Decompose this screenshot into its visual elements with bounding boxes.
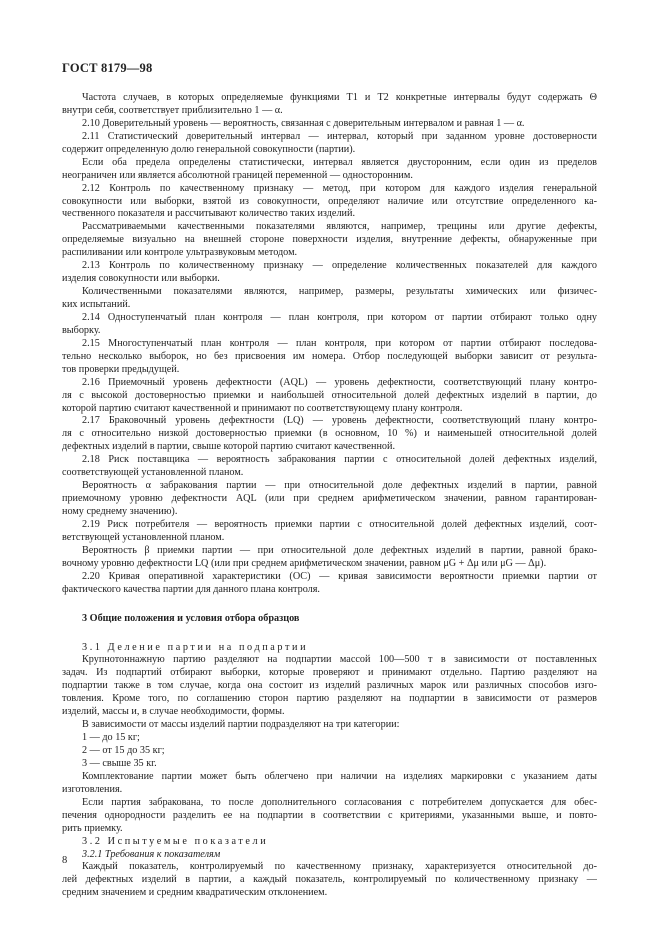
paragraph bbox=[62, 745, 597, 758]
text-line: ля с относительно низкой достоверностью приемки (в основном, 10 %) и наименьшей относительной долей bbox=[62, 428, 597, 440]
paragraph bbox=[62, 654, 597, 719]
text-line: 2.12 Контроль по качественному признаку — метод, при котором для каждого изделия генеральной bbox=[82, 182, 597, 194]
text-line: 2 — от 15 до 35 кг; bbox=[82, 745, 165, 756]
paragraph bbox=[62, 260, 597, 286]
text-line: 2.10 Доверительный уровень — вероятность, связанная с доверительным интервалом и равная 1 — α. bbox=[82, 117, 525, 129]
text-line: неограничен или является абсолютной границей переменной — односторонним. bbox=[62, 169, 413, 181]
text-line: 2.15 Многоступенчатый план контроля — план контроля, при котором от партии отбирают последова- bbox=[82, 337, 597, 349]
paragraph bbox=[62, 415, 597, 454]
text-line: рить приемку. bbox=[62, 822, 123, 834]
text-line: Если оба предела определены статистически, интервал является двусторонним, если один из пределов bbox=[82, 156, 597, 168]
text-line: 2.16 Приемочный уровень дефектности (AQL) — уровень дефектности, соответствующий плану контро- bbox=[82, 376, 597, 388]
text-line: которой партию считают качественной и принимают по соответствующему плану контроля. bbox=[62, 402, 463, 414]
paragraph bbox=[62, 92, 597, 118]
text-line: вочному уровню дефектности LQ (или при среднем арифметическом значении, равном μG + Δμ или μG — Δμ). bbox=[62, 557, 547, 569]
text-line: определяемые визуально на внешней стороне поверхности изделия, внутренние дефекты, обнаруженные при bbox=[62, 234, 597, 246]
paragraph bbox=[62, 454, 597, 480]
text-line: распиливании или контроле ультразвуковым методом. bbox=[62, 247, 298, 259]
text-line: 2.13 Контроль по количественному признаку — определение количественных показателей для каждого bbox=[82, 260, 597, 272]
text-line: совокупности или выборки, взятой из совокупности, определяют наличие или отсутствие определенного ка- bbox=[62, 195, 597, 207]
text-line: соответствующей установленной планом. bbox=[62, 467, 244, 479]
text-line: 2.20 Кривая оперативной характеристики (ОС) — кривая зависимости вероятности приемки партии от bbox=[82, 570, 597, 582]
text-line: тельно несколько выборок, но без присвоения им номера. Отбор последующей выборки зависит от результа- bbox=[62, 350, 597, 362]
document-header: ГОСТ 8179—98 bbox=[62, 61, 153, 75]
text-line: ля с высокой достоверностью приемки и наибольшей относительной долей дефектных изделий в партии, до bbox=[62, 389, 597, 401]
text-line: товления. Кроме того, по соглашению сторон партию разделяют на подпартии в зависимости от размеров bbox=[62, 693, 597, 705]
paragraph bbox=[62, 797, 597, 836]
document-body bbox=[62, 92, 597, 900]
paragraph bbox=[62, 338, 597, 377]
paragraph bbox=[62, 131, 597, 157]
text-line: изготовления. bbox=[62, 783, 123, 795]
paragraph bbox=[62, 732, 597, 745]
paragraph bbox=[62, 480, 597, 519]
text-line: печения однородности разделить ее на подпартии в соответствии с критериями, указанными выше, и повто- bbox=[62, 809, 597, 821]
paragraph bbox=[62, 719, 597, 732]
text-line: 3.2 Испытуемые показатели bbox=[82, 835, 269, 847]
text-line: подпартии также в том случае, когда она состоит из изделий различных марок или различных способов изго- bbox=[62, 680, 597, 692]
text-line: содержит определенную долю генеральной совокупности (партии). bbox=[62, 143, 356, 155]
text-line: Если партия забракована, то после дополнительного согласования с потребителем допускается для обес- bbox=[82, 796, 597, 808]
text-line: ному среднему значению). bbox=[62, 506, 178, 517]
paragraph bbox=[62, 183, 597, 222]
subsection-heading bbox=[62, 836, 597, 849]
text-line: Количественными показателями являются, например, размеры, результаты химических или физичес- bbox=[82, 286, 597, 298]
text-line: Вероятность β приемки партии — при относительной доле дефектных изделий в партии, равной брако- bbox=[82, 544, 597, 556]
paragraph bbox=[62, 312, 597, 338]
text-line: ких испытаний. bbox=[62, 299, 131, 310]
text-line: 2.11 Статистический доверительный интервал — интервал, который при заданном уровне достоверности bbox=[82, 130, 597, 142]
text-line: тов проверки предыдущей. bbox=[62, 363, 180, 375]
section-heading bbox=[62, 613, 597, 626]
text-line: лей дефектных изделий в партии, а каждый показатель, контролируемый по количественному признаку — bbox=[62, 874, 597, 886]
text-line: Комплектование партии может быть облегчено при наличии на изделиях маркировки с указанием даты bbox=[82, 770, 597, 782]
text-line: Вероятность α забракования партии — при относительной доле дефектных изделий в партии, равной bbox=[82, 480, 597, 492]
text-line: изделия совокупности или выборки. bbox=[62, 273, 220, 285]
paragraph bbox=[62, 377, 597, 416]
subsection-heading bbox=[62, 642, 597, 655]
text-line: ветствующей установленной планом. bbox=[62, 531, 225, 543]
subsection-heading bbox=[62, 849, 597, 862]
text-line: средним значением и средним квадратическим отклонением. bbox=[62, 887, 328, 899]
text-line: приемочному уровню дефектности AQL (или при среднем арифметическом значении, равном гарантирован- bbox=[62, 493, 597, 505]
text-line: 3 Общие положения и условия отбора образцов bbox=[82, 612, 300, 624]
text-line: 2.18 Риск поставщика — вероятность забракования партии с относительной долей дефектных изделий, bbox=[82, 454, 597, 466]
text-line: 2.19 Риск потребителя — вероятность приемки партии с относительной долей дефектных изделий, соот- bbox=[82, 518, 597, 530]
text-line: 1 — до 15 кг; bbox=[82, 732, 140, 744]
text-line: задач. Из подпартий отбирают выборки, которые проверяют и принимают отдельно. Партию разделяют на bbox=[62, 667, 597, 679]
paragraph bbox=[62, 286, 597, 312]
text-line: 3.1 Деление партии на подпартии bbox=[82, 641, 309, 653]
text-line: изделий, массы и, в случае необходимости, формы. bbox=[62, 706, 285, 718]
text-line: 3.2.1 Требования к показателям bbox=[82, 848, 221, 860]
text-line: фактического качества партии для данного плана контроля. bbox=[62, 583, 320, 595]
text-line: Частота случаев, в которых определяемые функциями T1 и T2 конкретные интервалы будут содержать Θ bbox=[82, 92, 597, 103]
paragraph bbox=[62, 221, 597, 260]
paragraph bbox=[62, 519, 597, 545]
text-line: дефектных изделий в партии, свыше которой партию считают качественной. bbox=[62, 441, 396, 453]
paragraph bbox=[62, 157, 597, 183]
paragraph bbox=[62, 771, 597, 797]
text-line: 2.14 Одноступенчатый план контроля — план контроля, при котором от партии отбирают только одну bbox=[82, 311, 597, 323]
text-line: 3 — свыше 35 кг. bbox=[82, 757, 157, 769]
paragraph bbox=[62, 861, 597, 900]
paragraph bbox=[62, 545, 597, 571]
text-line: внутри себя, соответствует приблизительно 1 — α. bbox=[62, 104, 283, 116]
paragraph bbox=[62, 118, 597, 131]
text-line: Каждый показатель, контролируемый по качественному признаку, характеризуется относительной до- bbox=[82, 861, 597, 873]
text-line: В зависимости от массы изделий партии подразделяют на три категории: bbox=[82, 719, 400, 731]
paragraph bbox=[62, 571, 597, 597]
paragraph bbox=[62, 758, 597, 771]
text-line: Рассматриваемыми качественными показателями являются, например, трещины или другие дефекты, bbox=[82, 221, 597, 233]
text-line: Крупнотоннажную партию разделяют на подпартии массой 100—500 т в зависимости от поставленных bbox=[82, 654, 597, 666]
text-line: выборку. bbox=[62, 324, 101, 336]
text-line: чественного показателя и рассчитывают количество таких изделий. bbox=[62, 208, 355, 220]
page-number: 8 bbox=[62, 855, 68, 866]
text-line: 2.17 Браковочный уровень дефектности (LQ) — уровень дефектности, соответствующий плану контро- bbox=[82, 415, 597, 427]
